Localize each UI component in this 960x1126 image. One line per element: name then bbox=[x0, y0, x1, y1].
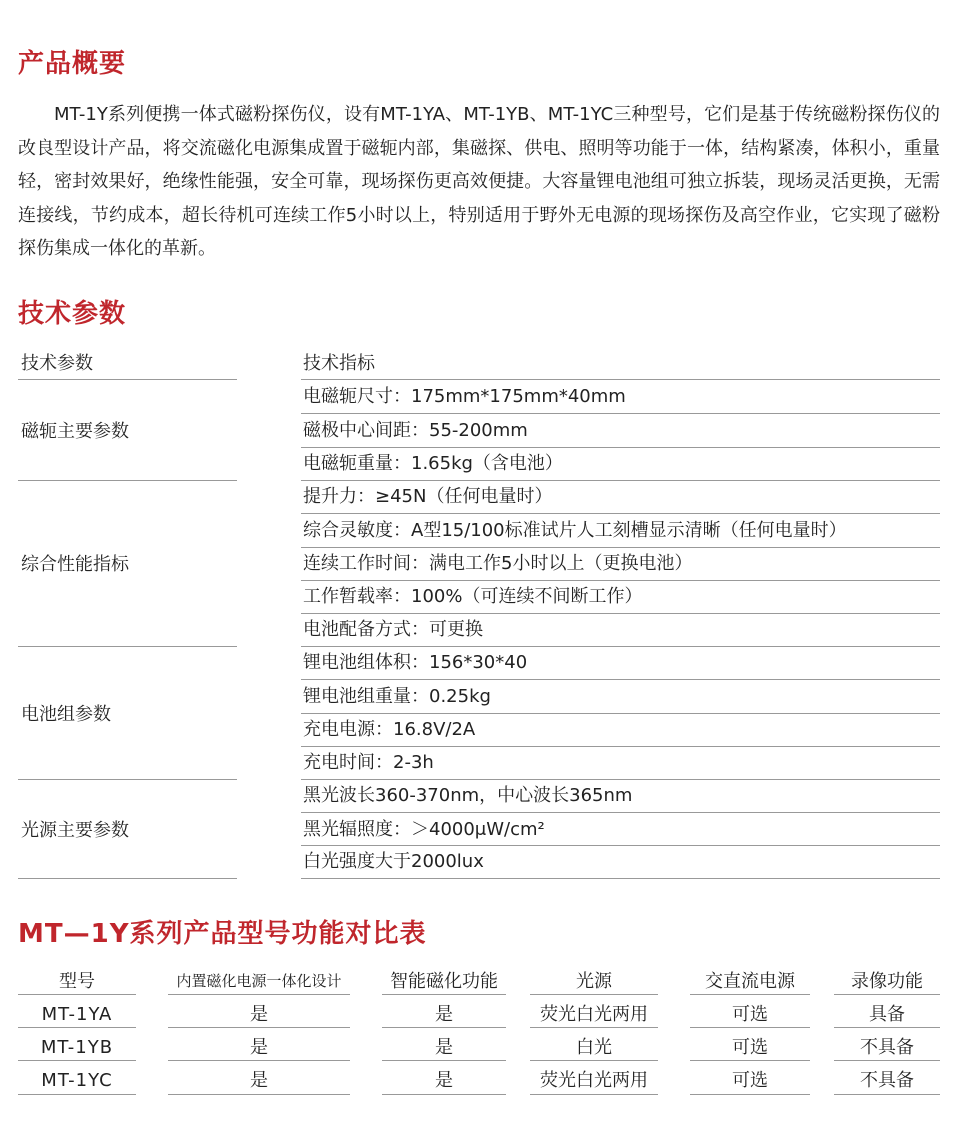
compare-rule bbox=[382, 1094, 506, 1095]
spec-item: 工作暂载率：100%（可连续不间断工作） bbox=[303, 585, 643, 607]
compare-rule bbox=[168, 1027, 350, 1028]
compare-cell: 不具备 bbox=[860, 1070, 914, 1091]
compare-rule bbox=[690, 994, 810, 995]
overview-text: MT-1Y系列便携一体式磁粉探伤仪，设有MT-1YA、MT-1YB、MT-1YC三种型号，它们是基于传统磁粉探伤仪的改良型设计产品，将交流磁化电源集成置于磁轭内部，集磁探、供电、照明等功能于一体，结构紧凑，体积小，重量轻，密封效果好，绝缘性能强，安全可靠，现场探伤更高效便捷。大容量锂电池组可独立拆装，现场灵活更换，无需连接线，节约成本，超长待机可连续工作5小时以上，特别适用于野外无电源的现场探伤及高空作业，它实现了磁粉探伤集成一体化的革新。 bbox=[18, 104, 940, 259]
compare-rule bbox=[168, 1060, 350, 1061]
compare-cell: 是 bbox=[250, 1004, 268, 1025]
compare-rule bbox=[530, 1027, 658, 1028]
compare-cell: 是 bbox=[250, 1037, 268, 1058]
spec-item: 白光强度大于2000lux bbox=[303, 851, 484, 872]
compare-title: MT—1Y系列产品型号功能对比表 bbox=[18, 919, 427, 949]
compare-rule bbox=[530, 1094, 658, 1095]
spec-item: 电池配备方式：可更换 bbox=[303, 619, 483, 640]
compare-rule bbox=[18, 1094, 136, 1095]
compare-rule bbox=[530, 994, 658, 995]
compare-cell: 是 bbox=[435, 1004, 453, 1025]
params-title: 技术参数 bbox=[18, 299, 127, 329]
spec-item: 电磁轭尺寸：175mm*175mm*40mm bbox=[303, 386, 626, 407]
compare-rule bbox=[382, 1027, 506, 1028]
spec-item: 黑光辐照度：＞4000μW/cm² bbox=[303, 818, 545, 840]
spec-group-label: 光源主要参数 bbox=[21, 819, 129, 841]
spec-item: 充电时间：2-3h bbox=[303, 752, 434, 773]
compare-rule bbox=[834, 1094, 940, 1095]
compare-header-integrated: 内置磁化电源一体化设计 bbox=[176, 972, 342, 990]
compare-cell: 具备 bbox=[869, 1004, 905, 1025]
spec-item: 充电电源：16.8V/2A bbox=[303, 719, 476, 740]
spec-group-label: 综合性能指标 bbox=[21, 554, 129, 575]
compare-rule bbox=[834, 994, 940, 995]
compare-cell: 荧光白光两用 bbox=[540, 1004, 648, 1025]
compare-rule bbox=[690, 1094, 810, 1095]
compare-cell: 可选 bbox=[732, 1070, 768, 1091]
compare-cell: MT-1YA bbox=[41, 1004, 113, 1025]
compare-cell: MT-1YB bbox=[40, 1037, 114, 1058]
overview-title: 产品概要 bbox=[18, 49, 127, 79]
spec-item: 锂电池组重量：0.25kg bbox=[303, 685, 491, 707]
compare-cell: 是 bbox=[250, 1070, 268, 1091]
spec-item: 综合灵敏度：A型15/100标准试片人工刻槽显示清晰（任何电量时） bbox=[303, 519, 847, 541]
compare-rule bbox=[18, 1060, 136, 1061]
compare-rule bbox=[690, 1060, 810, 1061]
compare-rule bbox=[690, 1027, 810, 1028]
spec-header-right: 技术指标 bbox=[303, 353, 375, 374]
compare-header-power: 交直流电源 bbox=[705, 971, 795, 992]
spec-item-rule bbox=[301, 878, 940, 879]
spec-item: 黑光波长360-370nm，中心波长365nm bbox=[303, 785, 633, 806]
compare-rule bbox=[530, 1060, 658, 1061]
spec-item: 电磁轭重量：1.65kg（含电池） bbox=[303, 453, 563, 474]
compare-header-model: 型号 bbox=[59, 971, 95, 992]
compare-cell: 可选 bbox=[732, 1004, 768, 1025]
spec-group-rule bbox=[18, 878, 237, 879]
spec-group-label: 磁轭主要参数 bbox=[21, 421, 129, 442]
compare-rule bbox=[168, 994, 350, 995]
compare-rule bbox=[382, 1060, 506, 1061]
compare-cell: 可选 bbox=[732, 1037, 768, 1058]
compare-rule bbox=[168, 1094, 350, 1095]
spec-table bbox=[18, 347, 940, 879]
spec-item: 提升力：≥45N（任何电量时） bbox=[303, 486, 553, 507]
spec-item: 连续工作时间：满电工作5小时以上（更换电池） bbox=[303, 552, 693, 574]
compare-cell: MT-1YC bbox=[41, 1070, 113, 1091]
compare-header-smart: 智能磁化功能 bbox=[390, 971, 498, 992]
spec-group-label: 电池组参数 bbox=[21, 703, 111, 725]
compare-rule bbox=[18, 994, 136, 995]
compare-rule bbox=[834, 1060, 940, 1061]
compare-cell: 荧光白光两用 bbox=[540, 1070, 648, 1091]
compare-table bbox=[18, 965, 940, 1097]
compare-cell: 不具备 bbox=[860, 1037, 914, 1058]
compare-rule bbox=[382, 994, 506, 995]
spec-item: 锂电池组体积：156*30*40 bbox=[303, 652, 528, 673]
spec-header-left: 技术参数 bbox=[21, 353, 93, 374]
compare-cell: 是 bbox=[435, 1037, 453, 1058]
spec-item: 磁极中心间距：55-200mm bbox=[303, 419, 528, 441]
compare-rule bbox=[834, 1027, 940, 1028]
compare-cell: 是 bbox=[435, 1070, 453, 1091]
compare-header-video: 录像功能 bbox=[851, 971, 923, 992]
compare-cell: 白光 bbox=[576, 1037, 612, 1058]
compare-rule bbox=[18, 1027, 136, 1028]
compare-header-light: 光源 bbox=[576, 971, 612, 992]
